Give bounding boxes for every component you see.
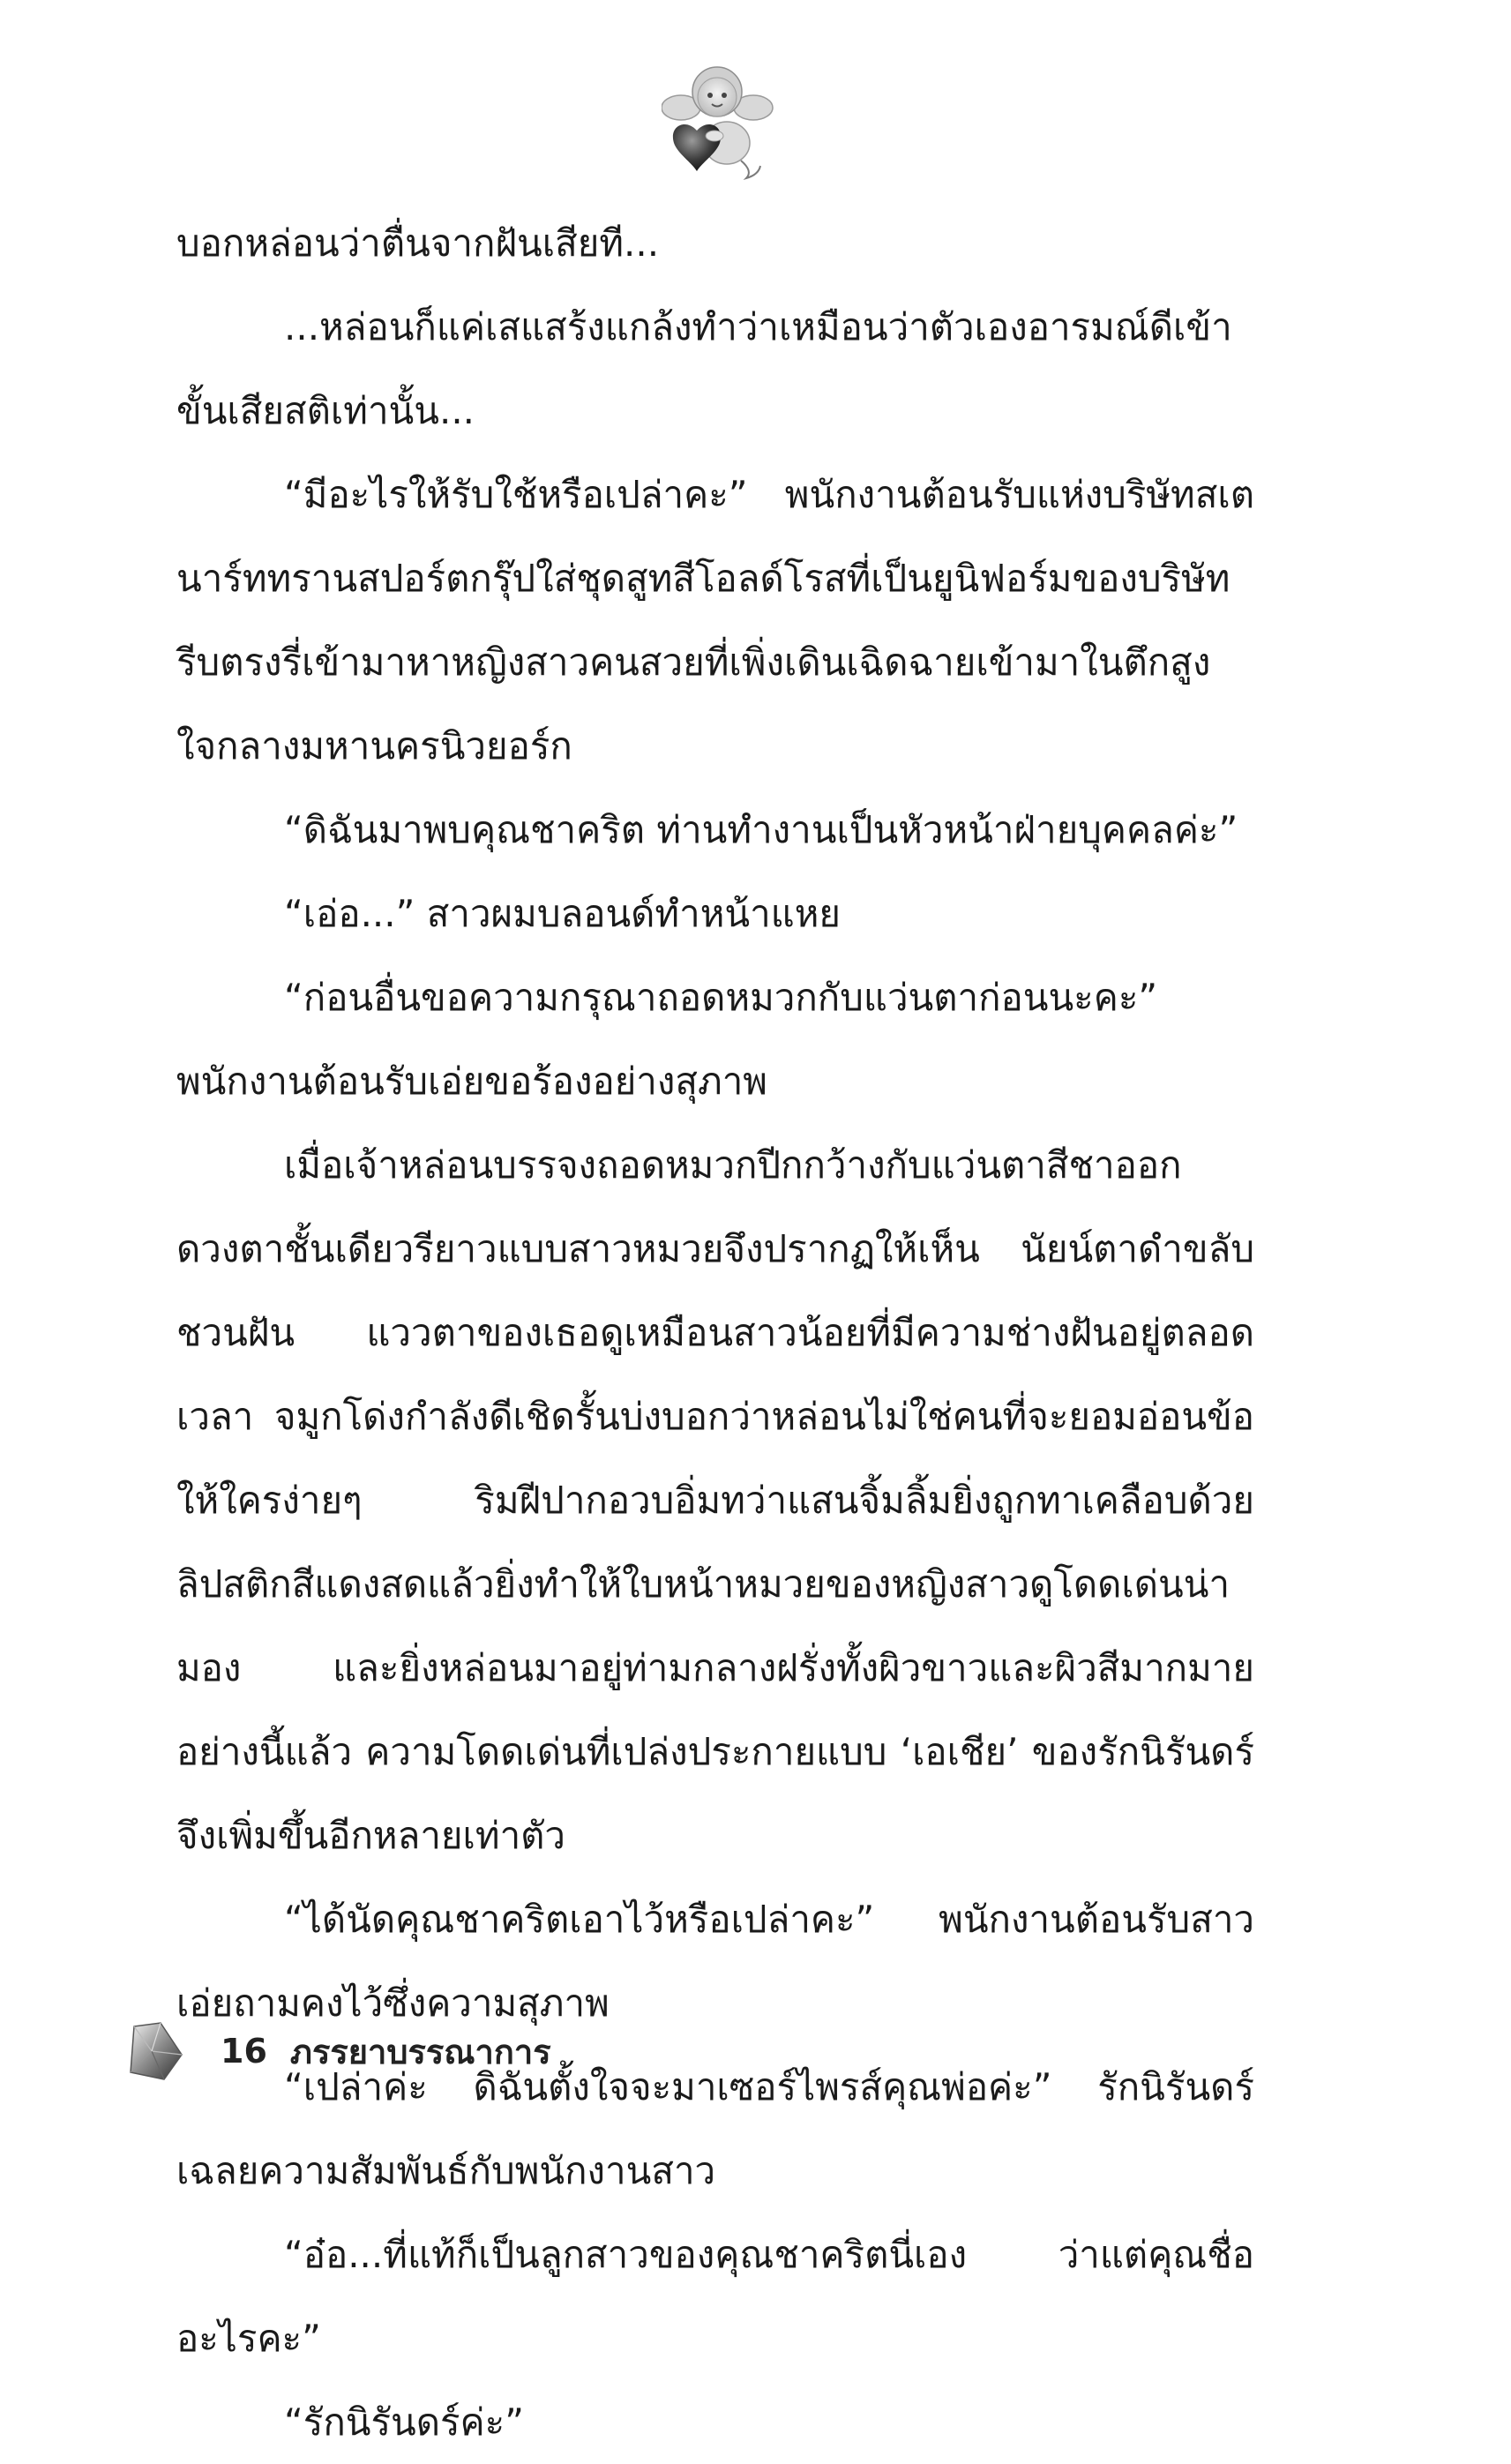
- page-number: 16: [221, 2032, 267, 2071]
- paragraph: ...หล่อนก็แค่เสแสร้งแกล้งทำว่าเหมือนว่าตัวเองอารมณ์ดีเข้าขั้นเสียสติเท่านั้น...: [176, 305, 1232, 432]
- diamond-icon: [125, 2019, 185, 2083]
- paragraph: บอกหล่อนว่าตื่นจากฝันเสียที...: [176, 221, 660, 265]
- paragraph: “เอ่อ...” สาวผมบลอนด์ทำหน้าแหย: [284, 892, 842, 935]
- paragraph: “มีอะไรให้รับใช้หรือเปล่าคะ” พนักงานต้อนรับแห่งบริษัทสเตนาร์ททรานสปอร์ตกรุ๊ปใส่ชุดสูทสีโอลด์โรสที่เป็นยูนิฟอร์มของบริษัท รีบตรงรี่เข้ามาหาหญิงสาวคนสวยที่เพิ่งเดินเฉิดฉายเข้ามาในตึกสูงใจกลางมหานครนิวยอร์ก: [176, 473, 1254, 768]
- paragraph: “เปล่าค่ะ ดิฉันตั้งใจจะมาเซอร์ไพรส์คุณพ่อค่ะ” รักนิรันดร์เฉลยความสัมพันธ์กับพนักงานสาว: [176, 2065, 1254, 2192]
- body-text: [176, 201, 1254, 2464]
- paragraph: “อ๋อ...ที่แท้ก็เป็นลูกสาวของคุณชาคริตนี่เอง ว่าแต่คุณชื่ออะไรคะ”: [176, 2233, 1254, 2360]
- book-title: ภรรยาบรรณาการ: [289, 2032, 551, 2071]
- cupid-with-heart-icon: [662, 62, 776, 181]
- paragraph: เมื่อเจ้าหล่อนบรรจงถอดหมวกปีกกว้างกับแว่นตาสีชาออก ดวงตาชั้นเดียวรียาวแบบสาวหมวยจึงปรากฏให้เห็น นัยน์ตาดำขลับชวนฝัน แววตาของเธอดูเหมือนสาวน้อยที่มีความช่างฝันอยู่ตลอดเวลา จมูกโด่งกำลังดีเชิดรั้นบ่งบอกว่าหล่อนไม่ใช่คนที่จะยอมอ่อนข้อให้ใครง่ายๆ ริมฝีปากอวบอิ่มทว่าแสนจิ้มลิ้มยิ่งถูกทาเคลือบด้วยลิปสติกสีแดงสดแล้วยิ่งทำให้ใบหน้าหมวยของหญิงสาวดูโดดเด่นน่ามอง และยิ่งหล่อนมาอยู่ท่ามกลางฝรั่งทั้งผิวขาวและผิวสีมากมายอย่างนี้แล้ว ความโดดเด่นที่เปล่งประกายแบบ ‘เอเชีย’ ของรักนิรันดร์จึงเพิ่มขึ้นอีกหลายเท่าตัว: [176, 1143, 1254, 1857]
- paragraph: “ได้นัดคุณชาคริตเอาไว้หรือเปล่าคะ” พนักงานต้อนรับสาวเอ่ยถามคงไว้ซึ่งความสุภาพ: [176, 1898, 1254, 2025]
- paragraph: “ก่อนอื่นขอความกรุณาถอดหมวกกับแว่นตาก่อนนะคะ” พนักงานต้อนรับเอ่ยขอร้องอย่างสุภาพ: [176, 976, 1158, 1103]
- paragraph: “รักนิรันดร์ค่ะ”: [284, 2400, 524, 2444]
- paragraph: “ดิฉันมาพบคุณชาคริต ท่านทำงานเป็นหัวหน้าฝ่ายบุคคลค่ะ”: [284, 808, 1238, 851]
- page-footer: [125, 2018, 551, 2084]
